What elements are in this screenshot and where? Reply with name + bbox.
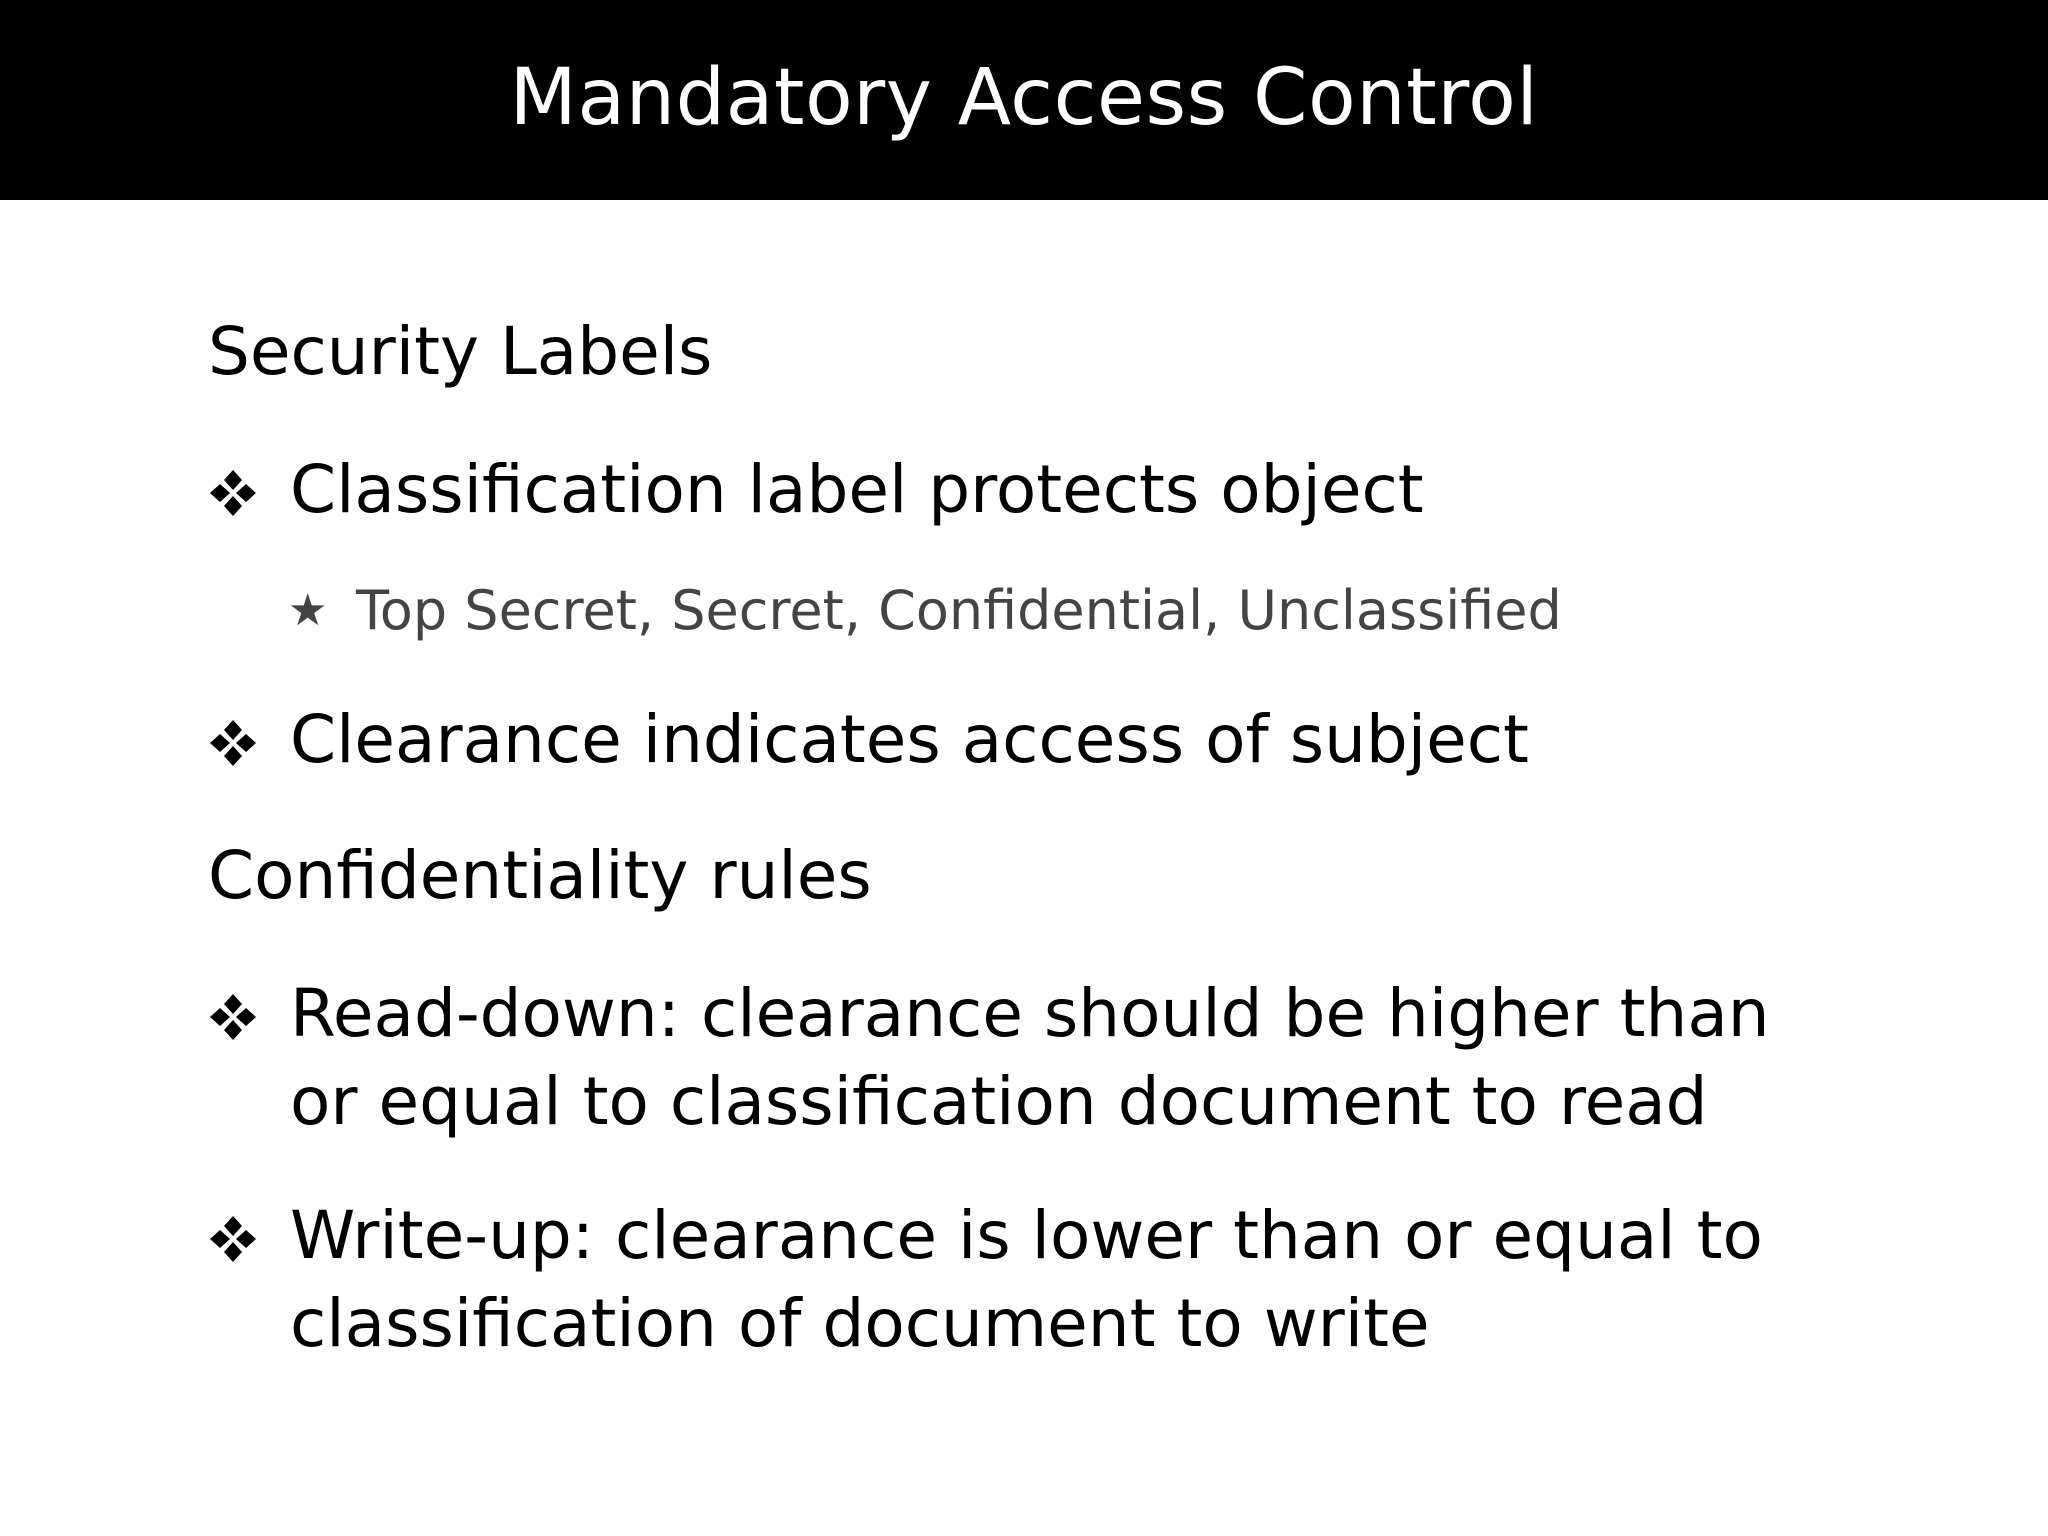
bullet-text: Write-up: clearance is lower than or equal to classification of document to write [290,1197,1763,1362]
section-heading-security-labels: Security Labels [208,313,713,390]
bullet-classification-label [208,446,1828,534]
bullet-text: Clearance indicates access of subject [290,701,1529,778]
bullet-text: Classification label protects object [290,451,1424,528]
star-icon: ★ [288,585,328,636]
bullet-read-down [208,970,1828,1146]
sub-bullet-classification-levels [288,576,1562,646]
sub-bullet-text: Top Secret, Secret, Confidential, Unclassified [356,579,1562,642]
four-diamond-icon [208,468,258,518]
bullet-text: Read-down: clearance should be higher than or equal to classification document to read [290,975,1770,1140]
slide-title: Mandatory Access Control [509,53,1539,143]
four-diamond-icon [208,992,258,1042]
four-diamond-icon [208,1214,258,1264]
bullet-clearance [208,696,1828,784]
section-heading-confidentiality-rules: Confidentiality rules [208,837,872,914]
bullet-write-up [208,1192,1828,1368]
four-diamond-icon [208,718,258,768]
